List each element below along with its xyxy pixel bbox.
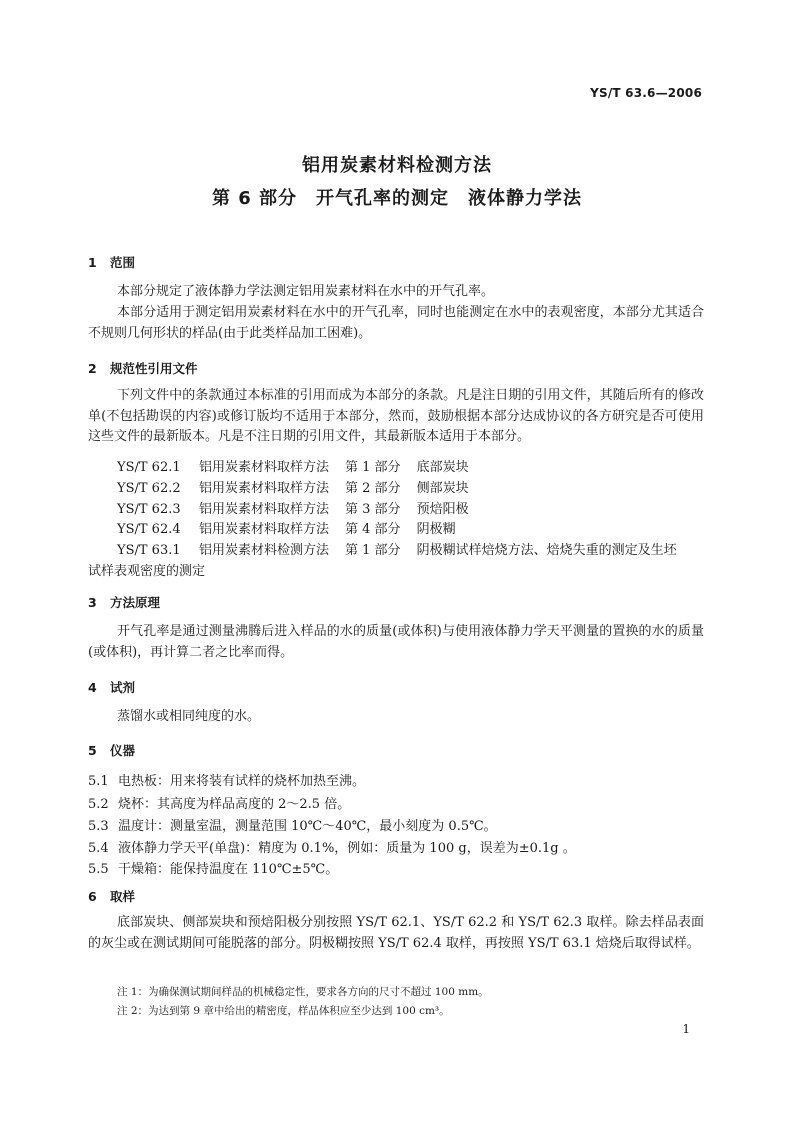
section-number: 6 — [88, 889, 97, 904]
section-4-heading — [88, 678, 135, 696]
instrument-item: 5.2 烧杯：其高度为样品高度的 2～2.5 倍。 — [88, 797, 351, 812]
instrument-item: 5.3 温度计：测量室温，测量范围 10℃～40℃，最小刻度为 0.5℃。 — [88, 819, 497, 834]
section-title: 试剂 — [110, 680, 136, 695]
page-number: 1 — [682, 1022, 690, 1036]
standard-code: YS/T 63.6—2006 — [590, 86, 702, 100]
section-title: 仪器 — [110, 743, 136, 758]
section-3-heading — [88, 593, 160, 611]
reference-item-continuation: 试样表观密度的测定 — [88, 564, 206, 579]
section-number: 4 — [88, 680, 97, 695]
section-6-heading — [88, 887, 135, 905]
section-number: 1 — [88, 255, 97, 270]
section-number: 5 — [88, 743, 97, 758]
reference-item: YS/T 62.2 铝用炭素材料取样方法 第 2 部分 侧部炭块 — [117, 481, 469, 496]
document-title: 铝用炭素材料检测方法 — [302, 155, 492, 176]
section-title: 规范性引用文件 — [110, 361, 198, 376]
section-1-paragraph-2: 本部分适用于测定铝用炭素材料在水中的开气孔率，同时也能测定在水中的表观密度，本部分尤其适合不规则几何形状的样品(由于此类样品加工困难)。 — [88, 305, 704, 341]
instrument-item: 5.4 液体静力学天平(单盘)：精度为 0.1%，例如：质量为 100 g，误差为±0.1g 。 — [88, 841, 576, 856]
section-number: 3 — [88, 595, 97, 610]
section-2-heading — [88, 359, 198, 377]
section-2-paragraph: 下列文件中的条款通过本标准的引用而成为本部分的条款。凡是注日期的引用文件，其随后所有的修改单(不包括勘误的内容)或修订版均不适用于本部分，然而，鼓励根据本部分达成协议的各方研究是否可使用这些文件的最新版本。凡是不注日期的引用文件，其最新版本适用于本部分。 — [88, 388, 704, 445]
section-6-paragraph: 底部炭块、侧部炭块和预焙阳极分别按照 YS/T 62.1、YS/T 62.2 和 YS/T 62.3 取样。除去样品表面的灰尘或在测试期间可能脱落的部分。阴极糊按照 YS/T 62.4 取样，再按照 YS/T 63.1 焙烧后取得试样。 — [88, 915, 704, 951]
reference-item: YS/T 62.1 铝用炭素材料取样方法 第 1 部分 底部炭块 — [117, 460, 469, 475]
reference-item: YS/T 62.3 铝用炭素材料取样方法 第 3 部分 预焙阳极 — [117, 502, 469, 517]
instrument-item: 5.1 电热板：用来将装有试样的烧杯加热至沸。 — [88, 774, 366, 789]
section-title: 取样 — [110, 889, 136, 904]
section-1-heading — [88, 253, 135, 271]
section-number: 2 — [88, 361, 97, 376]
note-2: 注 2：为达到第 9 章中给出的精密度，样品体积应至少达到 100 cm³。 — [117, 1005, 450, 1017]
reference-item: YS/T 62.4 铝用炭素材料取样方法 第 4 部分 阴极糊 — [117, 522, 456, 537]
reference-item: YS/T 63.1 铝用炭素材料检测方法 第 1 部分 阴极糊试样焙烧方法、焙烧失重的测定及生坯 — [117, 543, 677, 558]
section-title: 范围 — [110, 255, 136, 270]
section-5-heading — [88, 741, 135, 759]
section-title: 方法原理 — [110, 595, 161, 610]
instrument-item: 5.5 干燥箱：能保持温度在 110℃±5℃。 — [88, 862, 339, 877]
section-1-paragraph-1: 本部分规定了液体静力学法测定铝用炭素材料在水中的开气孔率。 — [117, 284, 495, 299]
section-4-paragraph: 蒸馏水或相同纯度的水。 — [117, 709, 261, 724]
document-subtitle: 第 6 部分 开气孔率的测定 液体静力学法 — [211, 188, 583, 209]
section-3-paragraph: 开气孔率是通过测量沸腾后进入样品的水的质量(或体积)与使用液体静力学天平测量的置换的水的质量(或体积)，再计算二者之比率而得。 — [88, 624, 704, 660]
note-1: 注 1：为确保测试期间样品的机械稳定性，要求各方向的尺寸不超过 100 mm。 — [117, 986, 489, 998]
